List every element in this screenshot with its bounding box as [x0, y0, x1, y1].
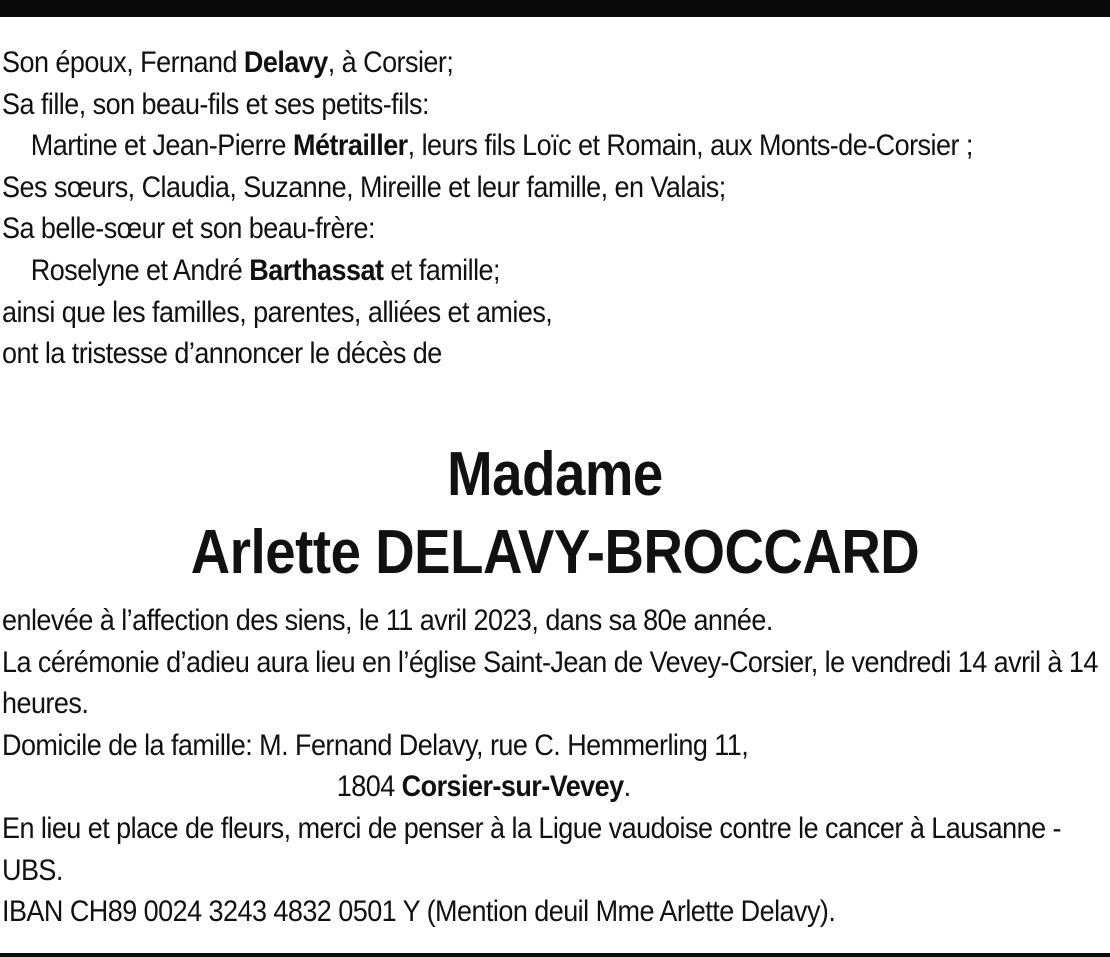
- intro-line-in-laws: Sa belle-sœur et son beau-frère:: [2, 212, 375, 246]
- bottom-rule: [0, 953, 1110, 957]
- text: et famille;: [383, 253, 500, 287]
- deceased-heading: [0, 436, 1110, 592]
- text: Roselyne et André: [30, 253, 250, 287]
- details-ceremony: La cérémonie d’adieu aura lieu en l’église Saint-Jean de Vevey-Corsier, le vendredi 14 avril à 14 heures.: [2, 645, 1098, 721]
- intro-line-announce: ont la tristesse d’annoncer le décès de: [2, 337, 442, 371]
- text: , leurs fils Loïc et Romain, aux Monts-de-Corsier ;: [407, 129, 973, 163]
- details-iban: IBAN CH89 0024 3243 4832 0501 Y (Mention deuil Mme Arlette Delavy).: [2, 895, 836, 929]
- surname: Métrailler: [292, 129, 408, 163]
- details-donation: En lieu et place de fleurs, merci de penser à la Ligue vaudoise contre le cancer à Lausanne - UBS.: [2, 811, 1061, 887]
- text: , à Corsier;: [327, 46, 454, 79]
- intro-line-spouse: [2, 42, 1108, 84]
- surname: Delavy: [243, 46, 328, 79]
- city: Corsier-sur-Vevey: [401, 770, 624, 804]
- intro-line-barthassat: [2, 250, 1108, 292]
- text: Son époux, Fernand: [2, 46, 244, 79]
- details-domicile: Domicile de la famille: M. Fernand Delavy, rue C. Hemmerling 11,: [2, 728, 749, 762]
- text: Martine et Jean-Pierre: [30, 129, 293, 163]
- text: .: [623, 770, 631, 804]
- intro-line-daughter: Sa fille, son beau-fils et ses petits-fils:: [2, 87, 429, 121]
- details-block: [2, 600, 1108, 933]
- surname: Barthassat: [249, 253, 384, 287]
- details-date: enlevée à l’affection des siens, le 11 avril 2023, dans sa 80e année.: [2, 604, 773, 637]
- details-domicile-city: [2, 766, 1108, 808]
- deceased-title: Madame: [447, 440, 663, 509]
- intro-line-families: ainsi que les familles, parentes, alliées et amies,: [2, 295, 553, 329]
- deceased-name: Arlette DELAVY-BROCCARD: [190, 518, 920, 587]
- top-rule: [0, 0, 1110, 17]
- intro-line-sisters: Ses sœurs, Claudia, Suzanne, Mireille et leur famille, en Valais;: [2, 170, 726, 204]
- intro-block: [2, 42, 1108, 375]
- intro-line-grandchildren: [2, 125, 1108, 167]
- text: 1804: [336, 770, 402, 804]
